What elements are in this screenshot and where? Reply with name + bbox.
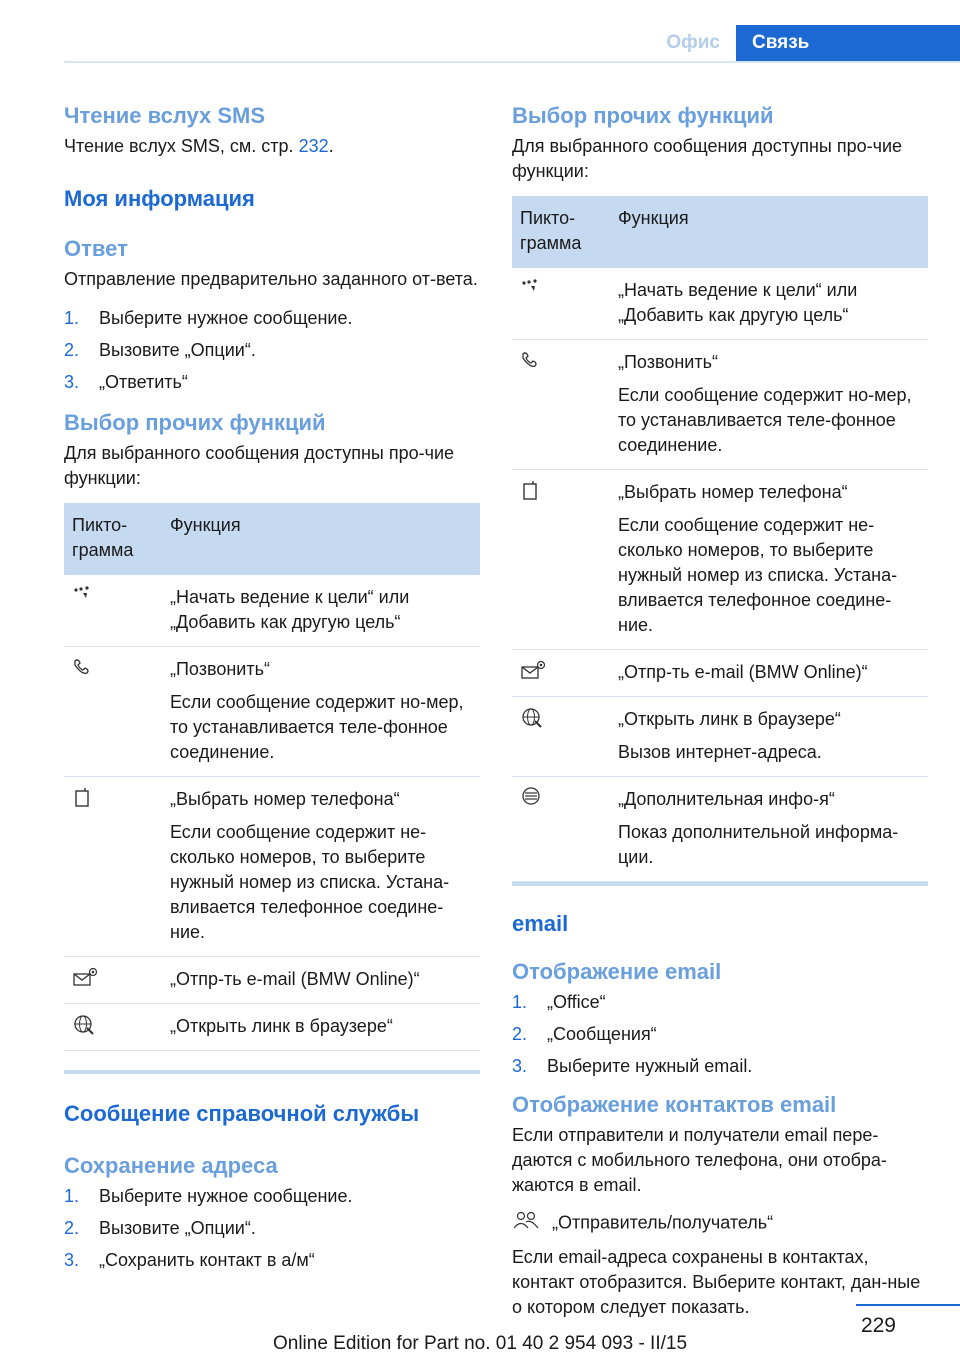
tab-svyaz[interactable]: Связь [736,25,960,61]
list-item: 1. Выберите нужное сообщение. [64,308,353,328]
list-item: 3. Выберите нужный email. [512,1056,753,1076]
footer-edition: Online Edition for Part no. 01 40 2 954 093 - II/15 [272,1333,688,1354]
table-row: „Отпр-ть e-mail (BMW Online)“ [64,957,480,1004]
list-item: 2. Вызовите „Опции“. [64,1218,256,1238]
sms-read-text: Чтение вслух SMS, см. стр. 232. [64,136,334,156]
show-email-steps [512,990,928,1079]
table-row: „Открыть линк в браузере“ [64,1004,480,1051]
save-steps [64,1184,480,1273]
mobile-phone-icon [520,480,602,502]
table-row: „Позвонить“ Если сообщение содержит но‐мер, то устанавливается теле‐фонное соединение. [512,340,928,470]
list-item: 3. „Сохранить контакт в а/м“ [64,1250,315,1270]
table-row: „Отпр-ть e-mail (BMW Online)“ [512,650,928,697]
table-row: „Выбрать номер телефона“ Если сообщение содержит не‐сколько номеров, то выберите нужный номер из списка. Устана‐вливается телефонное соедине‐ние. [512,470,928,650]
table-end-rule [64,1070,480,1074]
list-item: 3. „Ответить“ [64,372,188,392]
list-item: 2. „Сообщения“ [512,1024,657,1044]
table-end-rule [512,882,928,886]
tab-office[interactable]: Офис [666,32,720,53]
chapter-tabs [640,25,960,61]
contacts-people-icon [512,1210,540,1237]
other-functions-title-right: Выбор прочих функций [512,103,774,128]
contacts-email-title: Отображение контактов email [512,1092,837,1117]
col-pictogram: Пикто‐грамма [64,503,162,575]
list-item: 1. „Office“ [512,992,606,1012]
table-row: „Открыть линк в браузере“ Вызов интернет-адреса. [512,697,928,777]
other-functions-text-right: Для выбранного сообщения доступны про‐чие функции: [512,136,903,181]
left-column [64,96,480,1280]
save-address-title: Сохранение адреса [64,1153,278,1178]
reply-text: Отправление предварительно заданного от‐вета. [64,269,478,289]
phone-handset-icon [520,350,602,370]
contacts-email-text: Если отправители и получатели email пере‐даются с мобильного телефона, они отобра‐жаются в email. [512,1125,887,1195]
header-rule [64,61,960,63]
page-link[interactable]: 232 [298,136,329,156]
table-row: „Начать ведение к цели“ или „Добавить как другую цель“ [512,268,928,340]
other-functions-text: Для выбранного сообщения доступны про‐чие функции: [64,443,455,488]
other-functions-title: Выбор прочих функций [64,410,326,435]
page-number: 229 [860,1314,896,1337]
globe-link-icon [72,1014,154,1036]
col-pictogram: Пикто‐грамма [512,196,610,268]
col-function: Функция [610,196,928,268]
reply-steps [64,306,480,395]
table-row: „Дополнительная инфо-я“ Показ дополнительной информа‐ции. [512,777,928,882]
navigation-flag-icon [72,585,154,603]
functions-table [64,503,480,1051]
reply-title: Ответ [64,236,128,261]
page-number-rule [856,1304,960,1306]
info-list-icon [520,787,602,807]
service-message-title: Сообщение справочной службы [64,1101,420,1126]
table-header [512,196,928,268]
functions-table-right [512,196,928,882]
email-at-icon [72,967,154,987]
mobile-phone-icon [72,787,154,809]
table-row: „Выбрать номер телефона“ Если сообщение содержит не‐сколько номеров, то выберите нужный номер из списка. Устана‐вливается телефонное соедине‐ние. [64,777,480,957]
col-function: Функция [162,503,480,575]
myinfo-title: Моя информация [64,186,255,211]
email-at-icon [520,660,602,680]
contacts-email-text2: Если email-адреса сохранены в контактах, контакт отобразится. Выберите контакт, дан‐ные о котором следует показать. [512,1247,921,1317]
email-section-title: email [512,911,569,936]
show-email-title: Отображение email [512,959,722,984]
navigation-flag-icon [520,278,602,296]
table-header [64,503,480,575]
right-column [512,96,928,1320]
table-row: „Начать ведение к цели“ или „Добавить как другую цель“ [64,575,480,647]
list-item: 2. Вызовите „Опции“. [64,340,256,360]
table-row: „Позвонить“ Если сообщение содержит но‐мер, то устанавливается теле‐фонное соединение. [64,647,480,777]
globe-link-icon [520,707,602,729]
sms-read-title: Чтение вслух SMS [64,103,266,128]
sender-recipient-line: „Отправитель/получатель“ [512,1210,928,1237]
list-item: 1. Выберите нужное сообщение. [64,1186,353,1206]
phone-handset-icon [72,657,154,677]
